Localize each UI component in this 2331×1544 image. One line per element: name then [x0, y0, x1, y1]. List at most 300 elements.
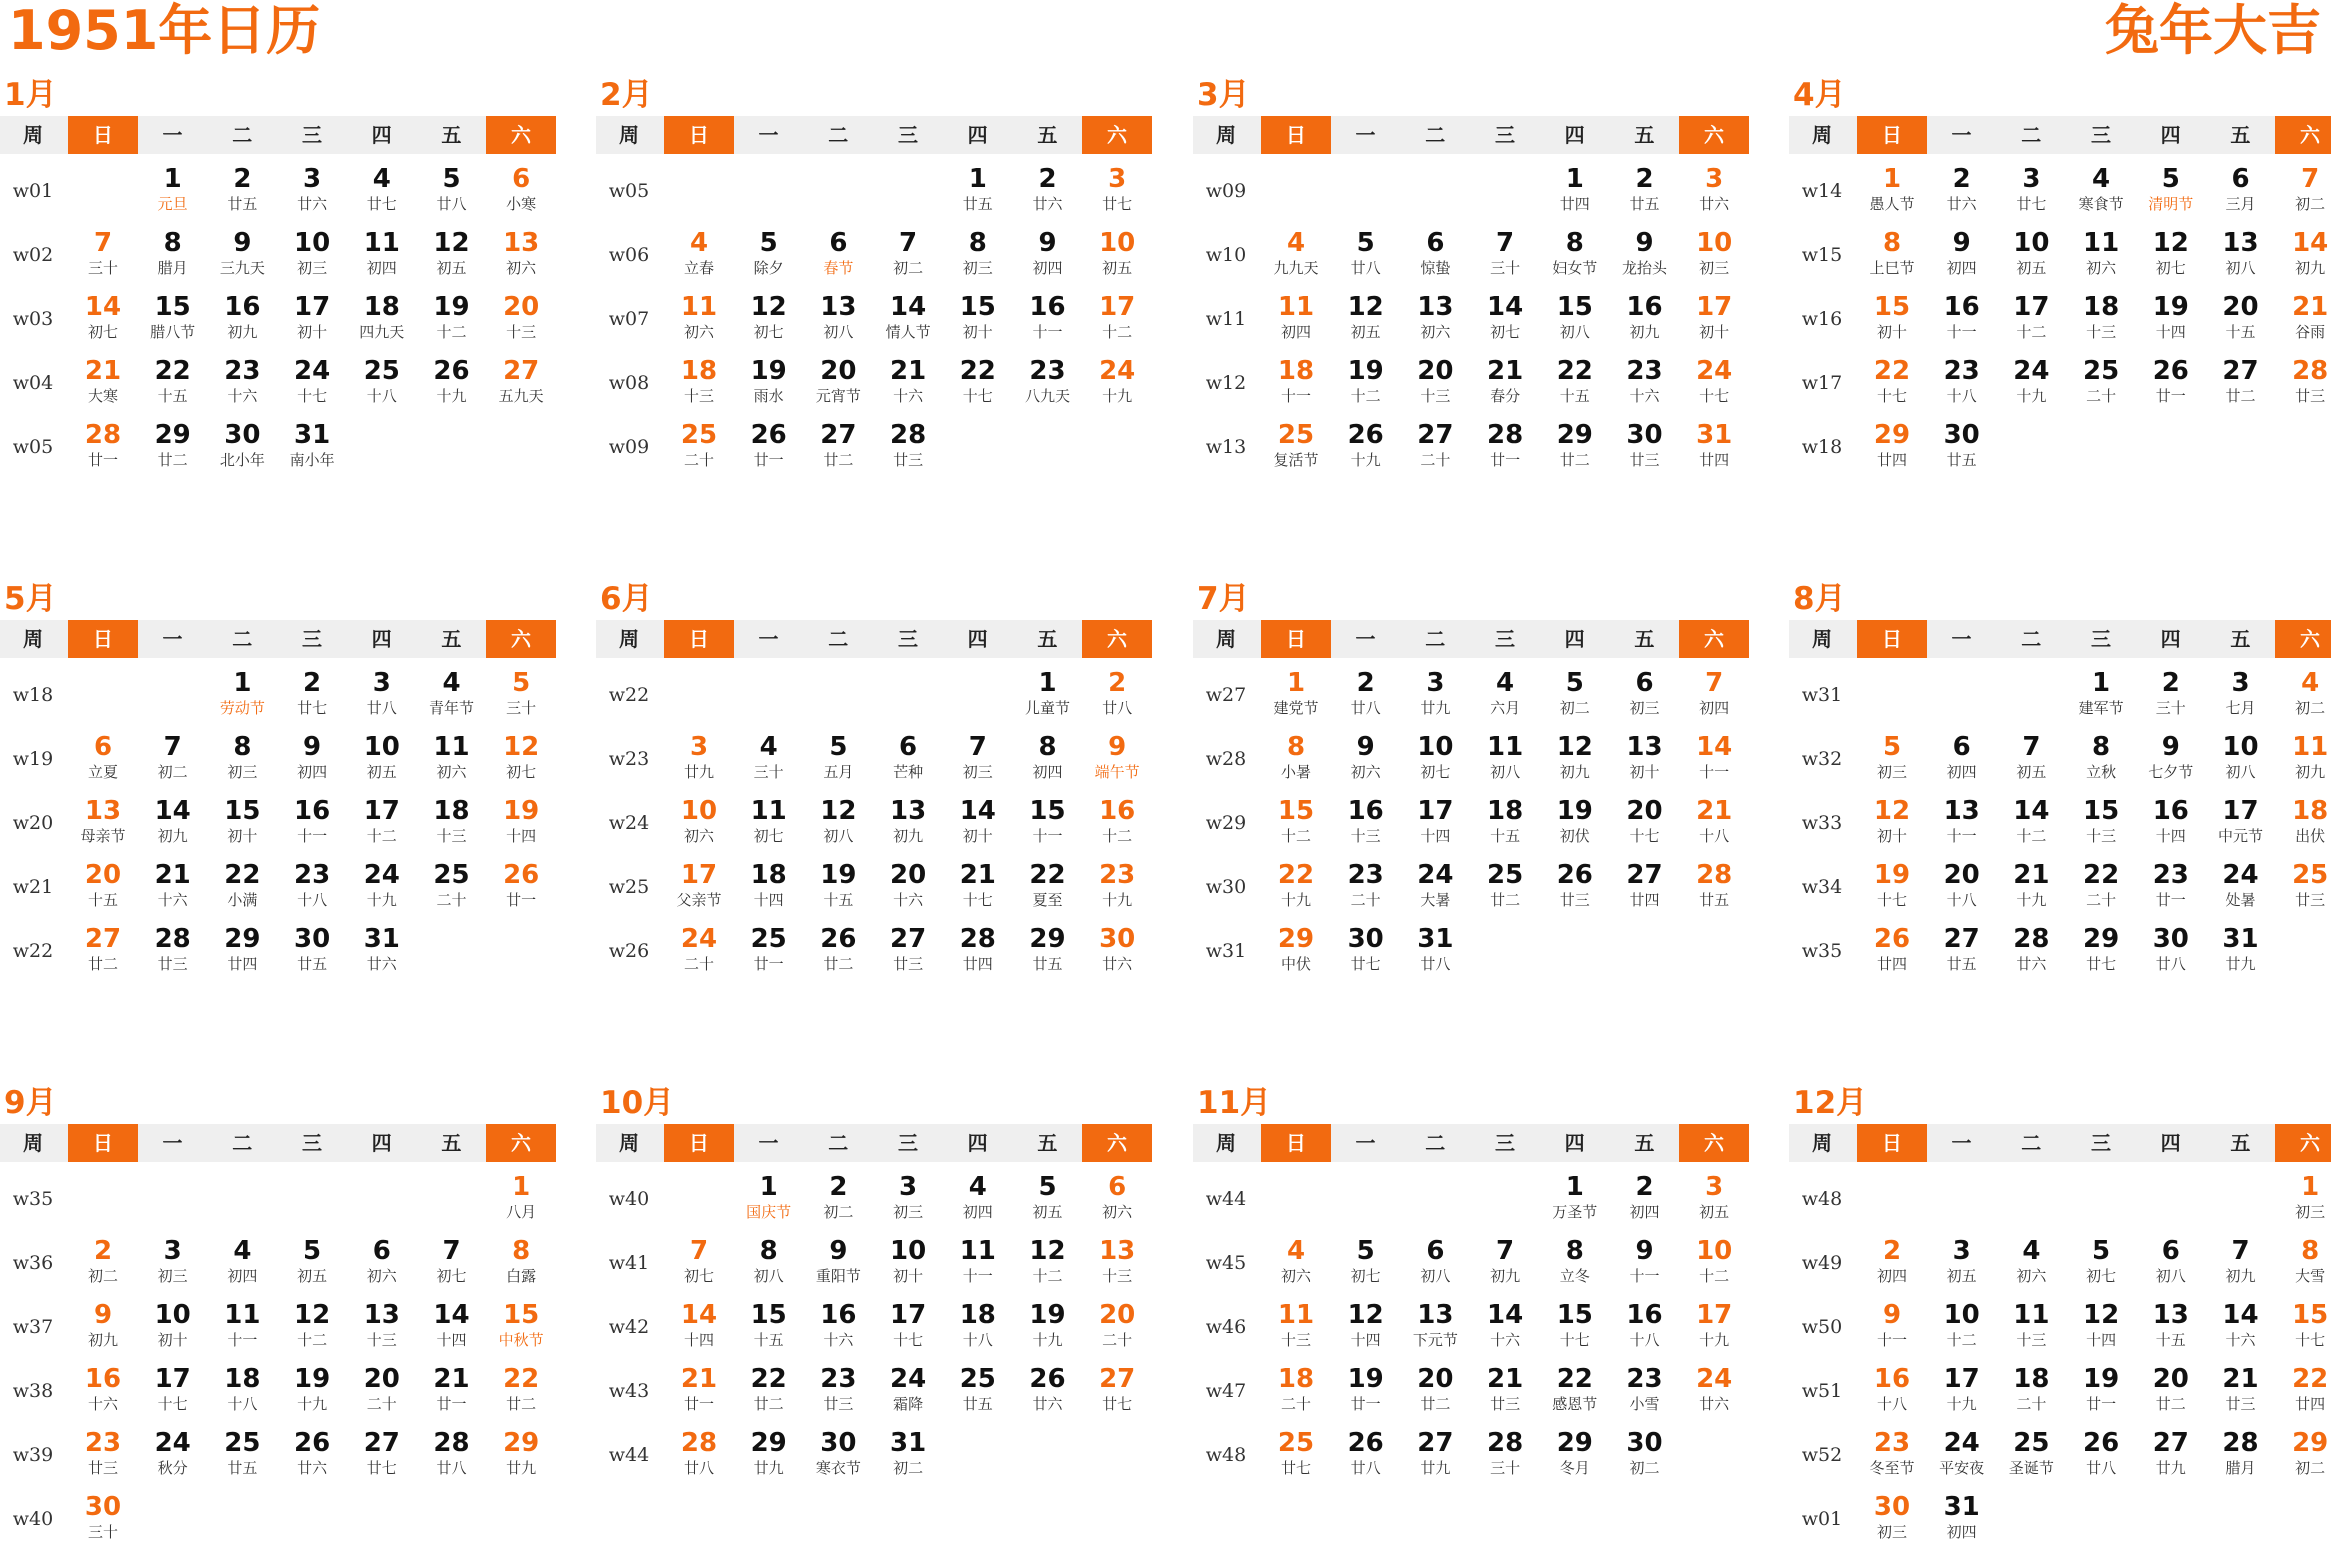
day-cell[interactable] — [873, 228, 943, 278]
day-cell[interactable] — [1082, 1300, 1152, 1350]
day-cell[interactable] — [138, 924, 208, 974]
day-cell[interactable] — [417, 1236, 487, 1286]
day-cell[interactable] — [68, 924, 138, 974]
day-cell[interactable] — [734, 1236, 804, 1286]
day-cell[interactable] — [486, 1236, 556, 1286]
day-cell[interactable] — [1470, 1236, 1540, 1286]
day-cell[interactable] — [1540, 228, 1610, 278]
day-cell[interactable] — [1857, 860, 1927, 910]
day-cell[interactable] — [873, 732, 943, 782]
day-cell[interactable] — [1261, 1300, 1331, 1350]
day-cell[interactable] — [664, 1428, 734, 1478]
day-cell[interactable] — [1927, 1428, 1997, 1478]
day-cell[interactable] — [1082, 164, 1152, 214]
day-cell[interactable] — [486, 1428, 556, 1478]
day-cell[interactable] — [1610, 860, 1680, 910]
day-cell[interactable] — [2206, 356, 2276, 406]
day-cell[interactable] — [2275, 1428, 2331, 1478]
day-cell[interactable] — [1013, 1300, 1083, 1350]
day-cell[interactable] — [486, 860, 556, 910]
day-cell[interactable] — [2136, 164, 2206, 214]
day-cell[interactable] — [347, 668, 417, 718]
day-cell[interactable] — [1679, 1236, 1749, 1286]
day-cell[interactable] — [1082, 228, 1152, 278]
day-cell[interactable] — [1610, 1364, 1680, 1414]
day-cell[interactable] — [1470, 356, 1540, 406]
day-cell[interactable] — [664, 228, 734, 278]
day-cell[interactable] — [207, 732, 277, 782]
day-cell[interactable] — [803, 420, 873, 470]
day-cell[interactable] — [2136, 924, 2206, 974]
day-cell[interactable] — [2206, 292, 2276, 342]
day-cell[interactable] — [2275, 860, 2331, 910]
day-cell[interactable] — [2136, 356, 2206, 406]
day-cell[interactable] — [1857, 356, 1927, 406]
day-cell[interactable] — [417, 228, 487, 278]
day-cell[interactable] — [1540, 796, 1610, 846]
day-cell[interactable] — [1082, 356, 1152, 406]
day-cell[interactable] — [138, 1236, 208, 1286]
day-cell[interactable] — [1857, 1492, 1927, 1542]
day-cell[interactable] — [1679, 356, 1749, 406]
day-cell[interactable] — [277, 292, 347, 342]
day-cell[interactable] — [2275, 1364, 2331, 1414]
day-cell[interactable] — [803, 1236, 873, 1286]
day-cell[interactable] — [277, 796, 347, 846]
day-cell[interactable] — [1857, 1428, 1927, 1478]
day-cell[interactable] — [2066, 164, 2136, 214]
day-cell[interactable] — [1610, 228, 1680, 278]
day-cell[interactable] — [1013, 732, 1083, 782]
day-cell[interactable] — [1540, 1236, 1610, 1286]
day-cell[interactable] — [943, 1236, 1013, 1286]
day-cell[interactable] — [1857, 164, 1927, 214]
day-cell[interactable] — [1331, 1428, 1401, 1478]
day-cell[interactable] — [2275, 164, 2331, 214]
day-cell[interactable] — [2206, 668, 2276, 718]
day-cell[interactable] — [943, 796, 1013, 846]
day-cell[interactable] — [2066, 732, 2136, 782]
day-cell[interactable] — [347, 924, 417, 974]
day-cell[interactable] — [207, 860, 277, 910]
day-cell[interactable] — [68, 1364, 138, 1414]
day-cell[interactable] — [1261, 292, 1331, 342]
day-cell[interactable] — [347, 1236, 417, 1286]
day-cell[interactable] — [1331, 796, 1401, 846]
day-cell[interactable] — [68, 1492, 138, 1542]
day-cell[interactable] — [2275, 1236, 2331, 1286]
day-cell[interactable] — [734, 356, 804, 406]
day-cell[interactable] — [68, 228, 138, 278]
day-cell[interactable] — [2206, 796, 2276, 846]
day-cell[interactable] — [138, 292, 208, 342]
day-cell[interactable] — [1400, 668, 1470, 718]
day-cell[interactable] — [1013, 228, 1083, 278]
day-cell[interactable] — [2206, 164, 2276, 214]
day-cell[interactable] — [277, 1236, 347, 1286]
day-cell[interactable] — [1082, 1236, 1152, 1286]
day-cell[interactable] — [486, 292, 556, 342]
day-cell[interactable] — [2136, 796, 2206, 846]
day-cell[interactable] — [486, 228, 556, 278]
day-cell[interactable] — [1927, 796, 1997, 846]
day-cell[interactable] — [1013, 1172, 1083, 1222]
day-cell[interactable] — [207, 164, 277, 214]
day-cell[interactable] — [1857, 1300, 1927, 1350]
day-cell[interactable] — [664, 924, 734, 974]
day-cell[interactable] — [138, 228, 208, 278]
day-cell[interactable] — [2275, 292, 2331, 342]
day-cell[interactable] — [873, 1236, 943, 1286]
day-cell[interactable] — [207, 420, 277, 470]
day-cell[interactable] — [1400, 796, 1470, 846]
day-cell[interactable] — [417, 796, 487, 846]
day-cell[interactable] — [1082, 732, 1152, 782]
day-cell[interactable] — [138, 356, 208, 406]
day-cell[interactable] — [2275, 1300, 2331, 1350]
day-cell[interactable] — [1400, 1300, 1470, 1350]
day-cell[interactable] — [486, 796, 556, 846]
day-cell[interactable] — [1013, 292, 1083, 342]
day-cell[interactable] — [1857, 1364, 1927, 1414]
day-cell[interactable] — [1331, 356, 1401, 406]
day-cell[interactable] — [207, 924, 277, 974]
day-cell[interactable] — [664, 1236, 734, 1286]
day-cell[interactable] — [417, 1364, 487, 1414]
day-cell[interactable] — [2066, 356, 2136, 406]
day-cell[interactable] — [1927, 1492, 1997, 1542]
day-cell[interactable] — [1679, 1172, 1749, 1222]
day-cell[interactable] — [2066, 796, 2136, 846]
day-cell[interactable] — [1082, 1172, 1152, 1222]
day-cell[interactable] — [2136, 860, 2206, 910]
day-cell[interactable] — [347, 860, 417, 910]
day-cell[interactable] — [1610, 1428, 1680, 1478]
day-cell[interactable] — [1610, 164, 1680, 214]
day-cell[interactable] — [943, 924, 1013, 974]
day-cell[interactable] — [1857, 228, 1927, 278]
day-cell[interactable] — [486, 668, 556, 718]
day-cell[interactable] — [1927, 164, 1997, 214]
day-cell[interactable] — [1679, 860, 1749, 910]
day-cell[interactable] — [873, 1364, 943, 1414]
day-cell[interactable] — [664, 860, 734, 910]
day-cell[interactable] — [1610, 1172, 1680, 1222]
day-cell[interactable] — [207, 228, 277, 278]
day-cell[interactable] — [1261, 420, 1331, 470]
day-cell[interactable] — [1261, 1428, 1331, 1478]
day-cell[interactable] — [1610, 796, 1680, 846]
day-cell[interactable] — [417, 860, 487, 910]
day-cell[interactable] — [1013, 164, 1083, 214]
day-cell[interactable] — [2275, 732, 2331, 782]
day-cell[interactable] — [277, 228, 347, 278]
day-cell[interactable] — [873, 356, 943, 406]
day-cell[interactable] — [1400, 924, 1470, 974]
day-cell[interactable] — [1470, 228, 1540, 278]
day-cell[interactable] — [1261, 924, 1331, 974]
day-cell[interactable] — [1996, 164, 2066, 214]
day-cell[interactable] — [1470, 796, 1540, 846]
day-cell[interactable] — [1331, 420, 1401, 470]
day-cell[interactable] — [1400, 1428, 1470, 1478]
day-cell[interactable] — [1400, 228, 1470, 278]
day-cell[interactable] — [138, 164, 208, 214]
day-cell[interactable] — [486, 1364, 556, 1414]
day-cell[interactable] — [1996, 228, 2066, 278]
day-cell[interactable] — [1470, 1428, 1540, 1478]
day-cell[interactable] — [1610, 1300, 1680, 1350]
day-cell[interactable] — [1013, 924, 1083, 974]
day-cell[interactable] — [1540, 1428, 1610, 1478]
day-cell[interactable] — [803, 292, 873, 342]
day-cell[interactable] — [347, 1428, 417, 1478]
day-cell[interactable] — [1679, 164, 1749, 214]
day-cell[interactable] — [417, 164, 487, 214]
day-cell[interactable] — [347, 164, 417, 214]
day-cell[interactable] — [734, 1300, 804, 1350]
day-cell[interactable] — [664, 356, 734, 406]
day-cell[interactable] — [2206, 1236, 2276, 1286]
day-cell[interactable] — [138, 796, 208, 846]
day-cell[interactable] — [1331, 1236, 1401, 1286]
day-cell[interactable] — [138, 1364, 208, 1414]
day-cell[interactable] — [1082, 860, 1152, 910]
day-cell[interactable] — [803, 1300, 873, 1350]
day-cell[interactable] — [803, 356, 873, 406]
day-cell[interactable] — [417, 668, 487, 718]
day-cell[interactable] — [2136, 1300, 2206, 1350]
day-cell[interactable] — [2275, 668, 2331, 718]
day-cell[interactable] — [1927, 292, 1997, 342]
day-cell[interactable] — [417, 356, 487, 406]
day-cell[interactable] — [1331, 860, 1401, 910]
day-cell[interactable] — [1261, 732, 1331, 782]
day-cell[interactable] — [207, 1364, 277, 1414]
day-cell[interactable] — [1470, 860, 1540, 910]
day-cell[interactable] — [277, 1300, 347, 1350]
day-cell[interactable] — [2206, 1364, 2276, 1414]
day-cell[interactable] — [207, 1428, 277, 1478]
day-cell[interactable] — [1610, 668, 1680, 718]
day-cell[interactable] — [2066, 1428, 2136, 1478]
day-cell[interactable] — [2066, 1300, 2136, 1350]
day-cell[interactable] — [1261, 1236, 1331, 1286]
day-cell[interactable] — [873, 796, 943, 846]
day-cell[interactable] — [1679, 732, 1749, 782]
day-cell[interactable] — [1013, 860, 1083, 910]
day-cell[interactable] — [2136, 228, 2206, 278]
day-cell[interactable] — [1400, 732, 1470, 782]
day-cell[interactable] — [1927, 1300, 1997, 1350]
day-cell[interactable] — [1261, 1364, 1331, 1414]
day-cell[interactable] — [138, 1428, 208, 1478]
day-cell[interactable] — [1331, 228, 1401, 278]
day-cell[interactable] — [1331, 668, 1401, 718]
day-cell[interactable] — [943, 1364, 1013, 1414]
day-cell[interactable] — [873, 420, 943, 470]
day-cell[interactable] — [2136, 1364, 2206, 1414]
day-cell[interactable] — [2066, 292, 2136, 342]
day-cell[interactable] — [873, 1428, 943, 1478]
day-cell[interactable] — [803, 860, 873, 910]
day-cell[interactable] — [873, 1300, 943, 1350]
day-cell[interactable] — [68, 1300, 138, 1350]
day-cell[interactable] — [664, 292, 734, 342]
day-cell[interactable] — [803, 924, 873, 974]
day-cell[interactable] — [1013, 668, 1083, 718]
day-cell[interactable] — [803, 732, 873, 782]
day-cell[interactable] — [1400, 420, 1470, 470]
day-cell[interactable] — [68, 420, 138, 470]
day-cell[interactable] — [1082, 796, 1152, 846]
day-cell[interactable] — [943, 1300, 1013, 1350]
day-cell[interactable] — [68, 860, 138, 910]
day-cell[interactable] — [1261, 356, 1331, 406]
day-cell[interactable] — [277, 668, 347, 718]
day-cell[interactable] — [1400, 292, 1470, 342]
day-cell[interactable] — [1331, 1300, 1401, 1350]
day-cell[interactable] — [277, 356, 347, 406]
day-cell[interactable] — [734, 292, 804, 342]
day-cell[interactable] — [277, 420, 347, 470]
day-cell[interactable] — [2275, 228, 2331, 278]
day-cell[interactable] — [1610, 292, 1680, 342]
day-cell[interactable] — [2136, 732, 2206, 782]
day-cell[interactable] — [1679, 1300, 1749, 1350]
day-cell[interactable] — [2136, 1428, 2206, 1478]
day-cell[interactable] — [207, 668, 277, 718]
day-cell[interactable] — [734, 924, 804, 974]
day-cell[interactable] — [1996, 1428, 2066, 1478]
day-cell[interactable] — [1996, 292, 2066, 342]
day-cell[interactable] — [1996, 924, 2066, 974]
day-cell[interactable] — [277, 860, 347, 910]
day-cell[interactable] — [943, 356, 1013, 406]
day-cell[interactable] — [277, 1364, 347, 1414]
day-cell[interactable] — [347, 292, 417, 342]
day-cell[interactable] — [1400, 1364, 1470, 1414]
day-cell[interactable] — [664, 732, 734, 782]
day-cell[interactable] — [943, 732, 1013, 782]
day-cell[interactable] — [1679, 228, 1749, 278]
day-cell[interactable] — [1540, 860, 1610, 910]
day-cell[interactable] — [1470, 1300, 1540, 1350]
day-cell[interactable] — [1996, 1300, 2066, 1350]
day-cell[interactable] — [1927, 860, 1997, 910]
day-cell[interactable] — [943, 292, 1013, 342]
day-cell[interactable] — [734, 1364, 804, 1414]
day-cell[interactable] — [347, 732, 417, 782]
day-cell[interactable] — [943, 860, 1013, 910]
day-cell[interactable] — [486, 1300, 556, 1350]
day-cell[interactable] — [347, 356, 417, 406]
day-cell[interactable] — [347, 796, 417, 846]
day-cell[interactable] — [734, 1172, 804, 1222]
day-cell[interactable] — [2275, 796, 2331, 846]
day-cell[interactable] — [1331, 924, 1401, 974]
day-cell[interactable] — [207, 356, 277, 406]
day-cell[interactable] — [2206, 1300, 2276, 1350]
day-cell[interactable] — [1013, 1364, 1083, 1414]
day-cell[interactable] — [1610, 1236, 1680, 1286]
day-cell[interactable] — [1082, 292, 1152, 342]
day-cell[interactable] — [1261, 668, 1331, 718]
day-cell[interactable] — [873, 1172, 943, 1222]
day-cell[interactable] — [68, 796, 138, 846]
day-cell[interactable] — [486, 164, 556, 214]
day-cell[interactable] — [1927, 228, 1997, 278]
day-cell[interactable] — [417, 1428, 487, 1478]
day-cell[interactable] — [2066, 1364, 2136, 1414]
day-cell[interactable] — [1470, 420, 1540, 470]
day-cell[interactable] — [2066, 228, 2136, 278]
day-cell[interactable] — [347, 1300, 417, 1350]
day-cell[interactable] — [803, 1172, 873, 1222]
day-cell[interactable] — [803, 796, 873, 846]
day-cell[interactable] — [207, 796, 277, 846]
day-cell[interactable] — [803, 1428, 873, 1478]
day-cell[interactable] — [1540, 420, 1610, 470]
day-cell[interactable] — [68, 1236, 138, 1286]
day-cell[interactable] — [1927, 924, 1997, 974]
day-cell[interactable] — [1082, 668, 1152, 718]
day-cell[interactable] — [943, 164, 1013, 214]
day-cell[interactable] — [664, 1364, 734, 1414]
day-cell[interactable] — [2066, 924, 2136, 974]
day-cell[interactable] — [1540, 292, 1610, 342]
day-cell[interactable] — [2275, 356, 2331, 406]
day-cell[interactable] — [1857, 1236, 1927, 1286]
day-cell[interactable] — [417, 1300, 487, 1350]
day-cell[interactable] — [68, 1428, 138, 1478]
day-cell[interactable] — [68, 732, 138, 782]
day-cell[interactable] — [138, 860, 208, 910]
day-cell[interactable] — [1610, 420, 1680, 470]
day-cell[interactable] — [1996, 796, 2066, 846]
day-cell[interactable] — [1331, 732, 1401, 782]
day-cell[interactable] — [277, 164, 347, 214]
day-cell[interactable] — [1331, 292, 1401, 342]
day-cell[interactable] — [1540, 668, 1610, 718]
day-cell[interactable] — [1857, 796, 1927, 846]
day-cell[interactable] — [1400, 860, 1470, 910]
day-cell[interactable] — [68, 356, 138, 406]
day-cell[interactable] — [1927, 420, 1997, 470]
day-cell[interactable] — [138, 732, 208, 782]
day-cell[interactable] — [734, 732, 804, 782]
day-cell[interactable] — [1679, 420, 1749, 470]
day-cell[interactable] — [277, 1428, 347, 1478]
day-cell[interactable] — [1540, 164, 1610, 214]
day-cell[interactable] — [943, 1172, 1013, 1222]
day-cell[interactable] — [1679, 292, 1749, 342]
day-cell[interactable] — [803, 1364, 873, 1414]
day-cell[interactable] — [1082, 1364, 1152, 1414]
day-cell[interactable] — [1996, 1364, 2066, 1414]
day-cell[interactable] — [417, 292, 487, 342]
day-cell[interactable] — [1470, 668, 1540, 718]
day-cell[interactable] — [1857, 924, 1927, 974]
day-cell[interactable] — [1261, 796, 1331, 846]
day-cell[interactable] — [1927, 1364, 1997, 1414]
day-cell[interactable] — [207, 1300, 277, 1350]
day-cell[interactable] — [2275, 1172, 2331, 1222]
day-cell[interactable] — [2066, 668, 2136, 718]
day-cell[interactable] — [873, 924, 943, 974]
day-cell[interactable] — [138, 1300, 208, 1350]
day-cell[interactable] — [1013, 1236, 1083, 1286]
